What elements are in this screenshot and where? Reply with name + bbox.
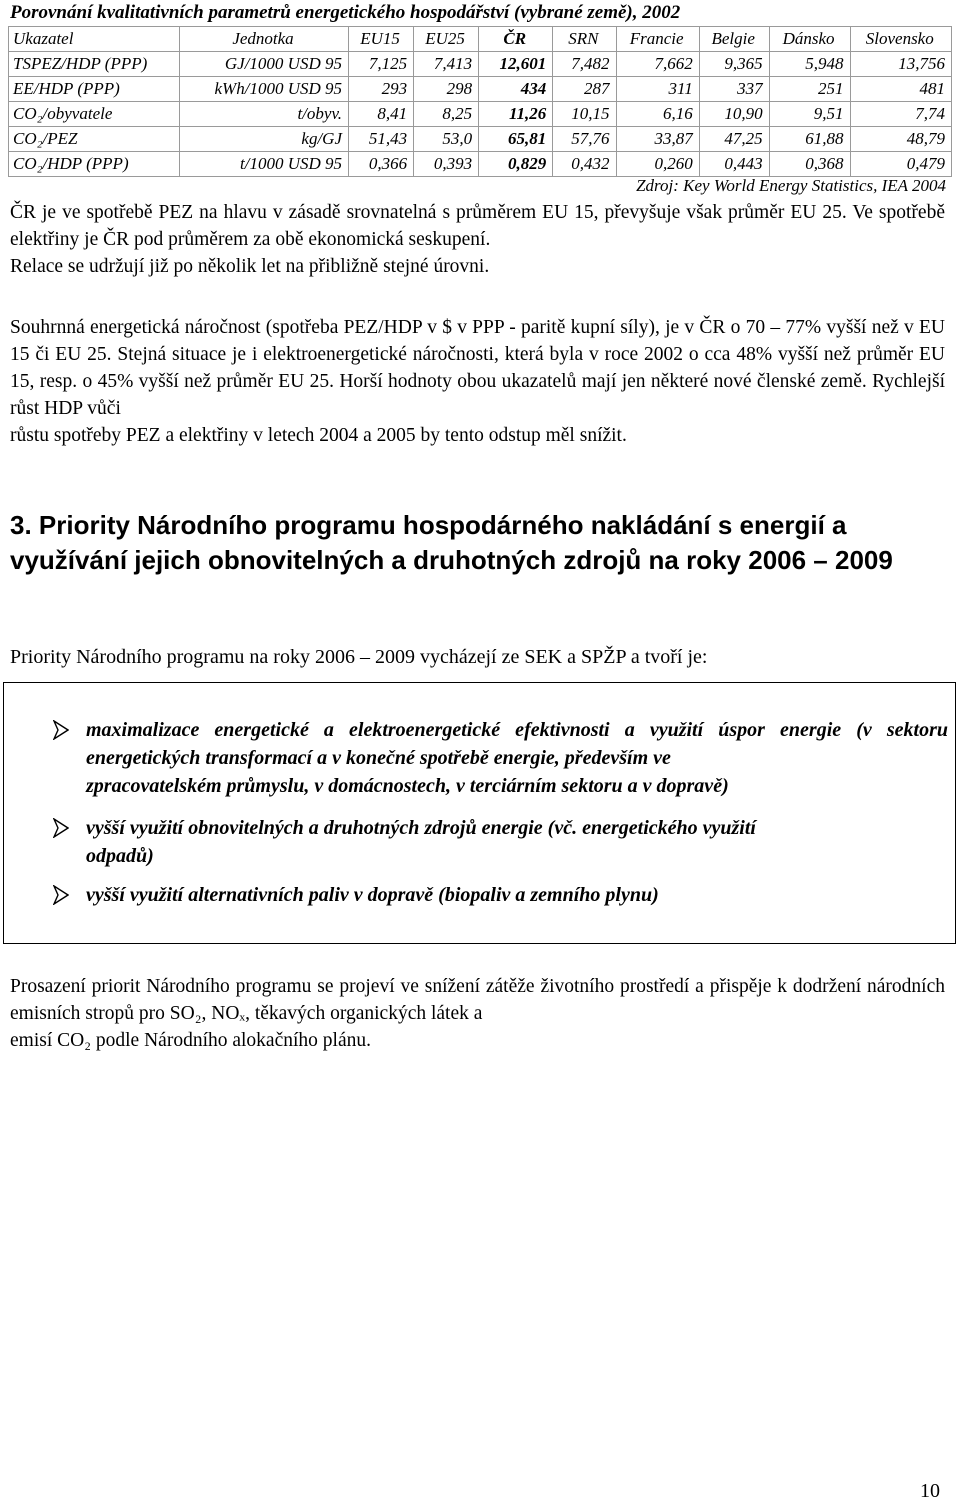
paragraph-3-text: Prosazení priorit Národního programu se projeví ve snížení zátěže životního prostředí a přispěje k dodržení národních emisních stropů pro SO₂, NOₓ, těkavých organických látek a: [10, 976, 945, 1024]
table-cell: 311: [616, 77, 699, 102]
table-cell: 65,81: [479, 127, 553, 152]
table-cell: 337: [699, 77, 769, 102]
table-cell: 9,51: [769, 102, 850, 127]
table-cell: 47,25: [699, 127, 769, 152]
table-cell: 0,432: [553, 152, 616, 177]
paragraph-2-text: Souhrnná energetická náročnost (spotřeba PEZ/HDP v $ v PPP - paritě kupní síly), je v ČR o 70 – 77% vyšší než v EU 15 či EU 25. Stejná situace je i elektroenergetické náročnosti, která byla v roce 2002 o cca 48% vyšší než průměr EU 15, resp. o 45% vyšší než průměr EU 25. Horší hodnoty obou ukazatelů mají jen některé nové členské země. Rychlejší růst HDP vůči: [10, 317, 945, 419]
table-cell: EE/HDP (PPP): [9, 77, 180, 102]
table-cell: kg/GJ: [180, 127, 349, 152]
table-cell: GJ/1000 USD 95: [180, 52, 349, 77]
header-cell: Slovensko: [850, 27, 952, 52]
table-cell: 8,41: [349, 102, 414, 127]
table-cell: t/obyv.: [180, 102, 349, 127]
priority-2-text: vyšší využití obnovitelných a druhotných zdrojů energie (vč. energetického využití: [86, 817, 756, 839]
table-cell: 48,79: [850, 127, 952, 152]
table-cell: 0,393: [414, 152, 479, 177]
table-row: [9, 77, 952, 102]
paragraph-2-last-line: růstu spotřeby PEZ a elektřiny v letech 2004 a 2005 by tento odstup měl snížit.: [10, 425, 627, 446]
table-cell: CO₂/HDP (PPP): [9, 152, 180, 177]
table-cell: 57,76: [553, 127, 616, 152]
table-row: [9, 152, 952, 177]
table-source: Zdroj: Key World Energy Statistics, IEA 2004: [636, 176, 946, 195]
page-number: 10: [920, 1480, 940, 1502]
paragraph-1: [10, 199, 945, 280]
header-cell: EU25: [414, 27, 479, 52]
table-cell: CO₂/PEZ: [9, 127, 180, 152]
table-row: [9, 127, 952, 152]
table-cell: 33,87: [616, 127, 699, 152]
priority-text: [86, 814, 948, 870]
priority-1-last-line: zpracovatelském průmyslu, v domácnostech, v terciárním sektoru a v dopravě): [86, 775, 729, 797]
priorities-intro: Priority Národního programu na roky 2006 – 2009 vycházejí ze SEK a SPŽP a tvoří je:: [10, 646, 708, 668]
header-cell: Dánsko: [769, 27, 850, 52]
header-cell: Belgie: [699, 27, 769, 52]
table-cell: 298: [414, 77, 479, 102]
comparison-table: [8, 26, 952, 177]
table-cell: 13,756: [850, 52, 952, 77]
table-cell: 7,125: [349, 52, 414, 77]
table-cell: 293: [349, 77, 414, 102]
table-cell: 7,74: [850, 102, 952, 127]
table-cell: CO₂/obyvatele: [9, 102, 180, 127]
table-cell: kWh/1000 USD 95: [180, 77, 349, 102]
table-header-row: [9, 27, 952, 52]
table-row: [9, 52, 952, 77]
header-cell: ČR: [479, 27, 553, 52]
table-cell: 287: [553, 77, 616, 102]
arrow-bullet-icon: [53, 720, 69, 740]
table-caption: Porovnání kvalitativních parametrů energetického hospodářství (vybrané země), 2002: [10, 2, 681, 23]
header-cell: EU15: [349, 27, 414, 52]
table-cell: 10,15: [553, 102, 616, 127]
header-cell: Francie: [616, 27, 699, 52]
table-cell: 0,366: [349, 152, 414, 177]
arrow-bullet-icon: [53, 885, 69, 905]
priority-text: [86, 716, 948, 800]
table-cell: 7,413: [414, 52, 479, 77]
table-cell: 51,43: [349, 127, 414, 152]
arrow-bullet-icon: [53, 818, 69, 838]
paragraph-1-last-line: Relace se udržují již po několik let na přibližně stejné úrovni.: [10, 256, 490, 277]
header-cell: Ukazatel: [9, 27, 180, 52]
table-cell: TSPEZ/HDP (PPP): [9, 52, 180, 77]
priorities-box: [3, 682, 956, 944]
paragraph-2: [10, 314, 945, 449]
priority-2-last-line: odpadů): [86, 845, 154, 867]
paragraph-1-text: ČR je ve spotřebě PEZ na hlavu v zásadě srovnatelná s průměrem EU 15, převyšuje však průměr EU 25. Ve spotřebě elektřiny je ČR pod průměrem za obě ekonomická seskupení.: [10, 202, 945, 250]
table-cell: 9,365: [699, 52, 769, 77]
paragraph-3-last-line: emisí CO₂ podle Národního alokačního plánu.: [10, 1030, 371, 1051]
table-cell: 10,90: [699, 102, 769, 127]
priority-text: vyšší využití alternativních paliv v dopravě (biopaliv a zemního plynu): [86, 884, 659, 906]
table-cell: 5,948: [769, 52, 850, 77]
table-cell: 7,482: [553, 52, 616, 77]
priority-1-text: maximalizace energetické a elektroenergetické efektivnosti a využití úspor energie (v sektoru energetických transformací a v konečné spotřebě energie, především ve: [86, 719, 948, 769]
header-cell: SRN: [553, 27, 616, 52]
table-cell: 0,260: [616, 152, 699, 177]
table-cell: t/1000 USD 95: [180, 152, 349, 177]
table-cell: 8,25: [414, 102, 479, 127]
table-cell: 0,829: [479, 152, 553, 177]
table-cell: 11,26: [479, 102, 553, 127]
table-cell: 481: [850, 77, 952, 102]
header-cell: Jednotka: [180, 27, 349, 52]
paragraph-3: [10, 973, 945, 1054]
table-cell: 7,662: [616, 52, 699, 77]
table-cell: 251: [769, 77, 850, 102]
table-cell: 61,88: [769, 127, 850, 152]
table-cell: 434: [479, 77, 553, 102]
table-cell: 0,443: [699, 152, 769, 177]
table-cell: 0,368: [769, 152, 850, 177]
table-cell: 12,601: [479, 52, 553, 77]
table-cell: 53,0: [414, 127, 479, 152]
table-cell: 6,16: [616, 102, 699, 127]
table-cell: 0,479: [850, 152, 952, 177]
section-heading: 3. Priority Národního programu hospodárného nakládání s energií a využívání jejich obnovitelných a druhotných zdrojů na roky 2006 – 2009: [10, 510, 893, 575]
table-row: [9, 102, 952, 127]
